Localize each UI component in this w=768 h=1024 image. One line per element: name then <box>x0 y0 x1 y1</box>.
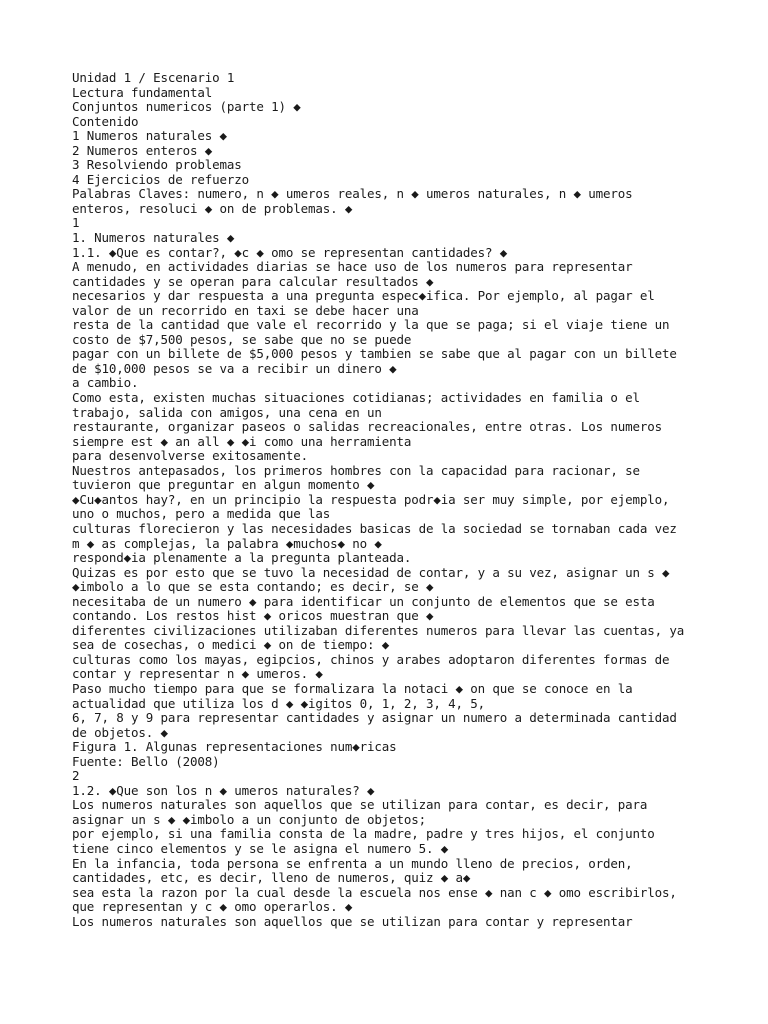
text-line: sea de cosechas, o medici ◆ on de tiempo: ◆ <box>72 637 390 653</box>
text-line: diferentes civilizaciones utilizaban diferentes numeros para llevar las cuentas, ya <box>72 622 685 638</box>
text-line: Los numeros naturales son aquellos que se utilizan para contar y representar <box>72 913 633 929</box>
text-line: Los numeros naturales son aquellos que se utilizan para contar, es decir, para <box>72 797 648 813</box>
text-line: Palabras Claves: numero, n ◆ umeros reales, n ◆ umeros naturales, n ◆ umeros <box>72 186 633 202</box>
text-line: 1 <box>72 215 80 231</box>
text-line: Fuente: Bello (2008) <box>72 753 220 769</box>
text-line: actualidad que utiliza los d ◆ ◆igitos 0, 1, 2, 3, 4, 5, <box>72 695 486 711</box>
text-line: para desenvolverse exitosamente. <box>72 448 309 464</box>
text-line: 2 <box>72 768 80 784</box>
text-line: restaurante, organizar paseos o salidas recreacionales, entre otras. Los numeros <box>72 419 663 435</box>
text-line: contando. Los restos hist ◆ oricos muestran que ◆ <box>72 608 434 624</box>
text-line: Paso mucho tiempo para que se formalizara la notaci ◆ on que se conoce en la <box>72 680 633 696</box>
text-line: m ◆ as complejas, la palabra ◆muchos◆ no ◆ <box>72 535 382 551</box>
text-line: asignar un s ◆ ◆imbolo a un conjunto de objetos; <box>72 811 427 827</box>
text-line: 6, 7, 8 y 9 para representar cantidades y asignar un numero a determinada cantidad <box>72 710 677 726</box>
text-line: tiene cinco elementos y se le asigna el numero 5. ◆ <box>72 840 449 856</box>
text-line: contar y representar n ◆ umeros. ◆ <box>72 666 323 682</box>
text-line: ◆Cu◆antos hay?, en un principio la respuesta podr◆ia ser muy simple, por ejemplo, <box>72 491 670 507</box>
text-line: 1.2. ◆Que son los n ◆ umeros naturales? ◆ <box>72 782 375 798</box>
text-line: 1. Numeros naturales ◆ <box>72 230 235 246</box>
text-line: cantidades y se operan para calcular resultados ◆ <box>72 273 434 289</box>
text-line: ◆imbolo a lo que se esta contando; es decir, se ◆ <box>72 579 434 595</box>
text-line: Conjuntos numericos (parte 1) ◆ <box>72 99 301 115</box>
text-line: Figura 1. Algunas representaciones num◆ricas <box>72 739 397 755</box>
text-line: tuvieron que preguntar en algun momento ◆ <box>72 477 375 493</box>
text-line: uno o muchos, pero a medida que las <box>72 506 331 522</box>
text-line: Nuestros antepasados, los primeros hombres con la capacidad para racionar, se <box>72 462 640 478</box>
text-line: pagar con un billete de $5,000 pesos y tambien se sabe que al pagar con un billete <box>72 346 677 362</box>
text-line: 1.1. ◆Que es contar?, ◆c ◆ omo se representan cantidades? ◆ <box>72 244 508 260</box>
text-line: Quizas es por esto que se tuvo la necesidad de contar, y a su vez, asignar un s ◆ <box>72 564 670 580</box>
text-line: por ejemplo, si una familia consta de la madre, padre y tres hijos, el conjunto <box>72 826 655 842</box>
text-line: necesitaba de un numero ◆ para identificar un conjunto de elementos que se esta <box>72 593 655 609</box>
text-line: 2 Numeros enteros ◆ <box>72 142 213 158</box>
text-line: A menudo, en actividades diarias se hace uso de los numeros para representar <box>72 259 633 275</box>
text-line: resta de la cantidad que vale el recorrido y la que se paga; si el viaje tiene un <box>72 317 670 333</box>
text-line: a cambio. <box>72 375 139 391</box>
text-line: necesarios y dar respuesta a una pregunta espec◆ifica. Por ejemplo, al pagar el <box>72 288 655 304</box>
text-line: enteros, resoluci ◆ on de problemas. ◆ <box>72 200 353 216</box>
text-line: 3 Resolviendo problemas <box>72 157 242 173</box>
text-line: valor de un recorrido en taxi se debe hacer una <box>72 302 419 318</box>
text-line: sea esta la razon por la cual desde la escuela nos ense ◆ nan c ◆ omo escribirlos, <box>72 884 677 900</box>
text-line: Contenido <box>72 113 139 129</box>
text-line: cantidades, etc, es decir, lleno de numeros, quiz ◆ a◆ <box>72 870 471 886</box>
text-line: siempre est ◆ an all ◆ ◆i como una herramienta <box>72 433 412 449</box>
text-line: culturas como los mayas, egipcios, chinos y arabes adoptaron diferentes formas de <box>72 651 670 667</box>
text-line: En la infancia, toda persona se enfrenta a un mundo lleno de precios, orden, <box>72 855 633 871</box>
text-line: costo de $7,500 pesos, se sabe que no se puede <box>72 331 412 347</box>
text-line: respond◆ia plenamente a la pregunta planteada. <box>72 550 412 566</box>
text-line: de objetos. ◆ <box>72 724 168 740</box>
text-line: Unidad 1 / Escenario 1 <box>72 70 235 85</box>
text-line: 4 Ejercicios de refuerzo <box>72 171 250 187</box>
text-line: que representan y c ◆ omo operarlos. ◆ <box>72 899 353 915</box>
text-line: culturas florecieron y las necesidades basicas de la sociedad se tornaban cada vez <box>72 520 677 536</box>
text-line: trabajo, salida con amigos, una cena en un <box>72 404 382 420</box>
text-line: 1 Numeros naturales ◆ <box>72 128 227 144</box>
text-line: de $10,000 pesos se va a recibir un dinero ◆ <box>72 360 397 376</box>
text-line: Lectura fundamental <box>72 84 213 100</box>
text-line: Como esta, existen muchas situaciones cotidianas; actividades en familia o el <box>72 390 640 406</box>
